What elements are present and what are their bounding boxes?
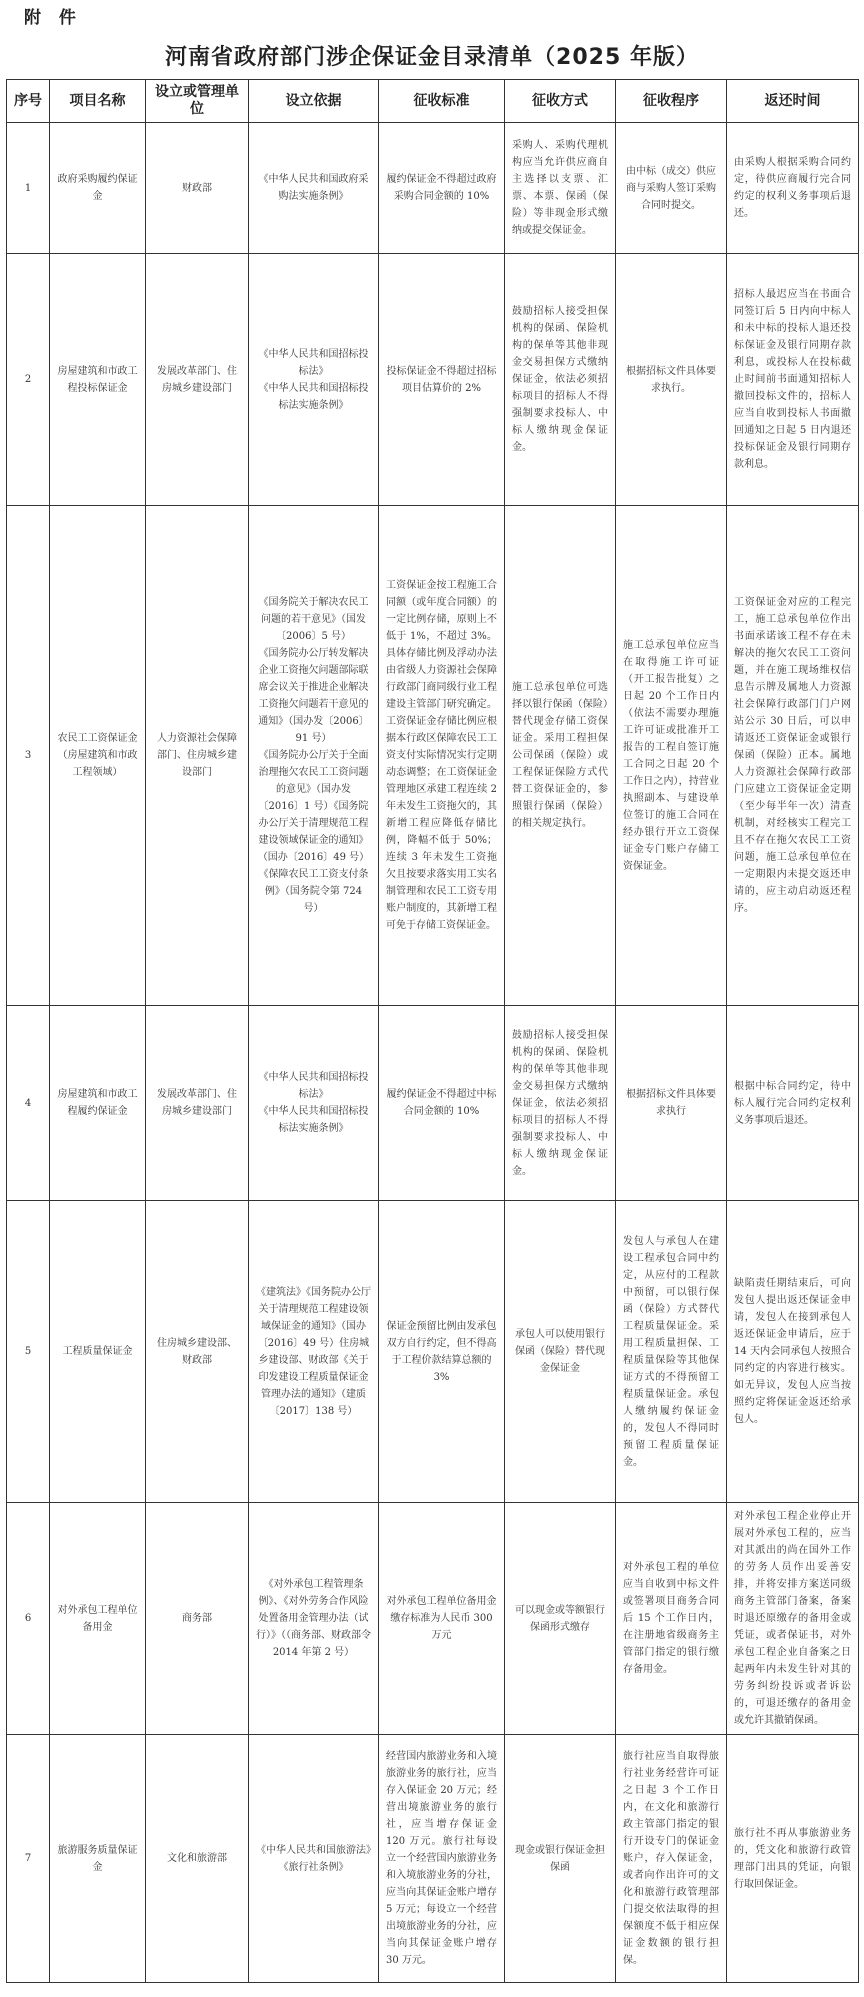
table-header-row (7, 80, 859, 123)
cell-no: 4 (7, 1006, 50, 1201)
cell-unit: 财政部 (146, 123, 249, 254)
cell-basis: 《中华人民共和国政府采购法实施条例》 (249, 123, 379, 254)
cell-standard: 工资保证金按工程施工合同额（或年度合同额）的一定比例存储，原则上不低于 1%，不超过 3%。具体存储比例及浮动办法由省级人力资源社会保障行政部门商同级行业工程建设主管部门研究确定。工资保证金存储比例应根据本行政区保障农民工工资支付实际情况实行定期动态调整；在工资保证金管理地区承建工程连续 2 年未发生工资拖欠的，其新增工程应降低存储比例，降幅不低于 50%；连续 3 年未发生工资拖欠且按要求落实用工实名制管理和农民工工资专用账户制度的，其新增工程可免于存储工资保证金。 (379, 506, 505, 1006)
table-row (7, 1735, 859, 1983)
cell-procedure: 由中标（成交）供应商与采购人签订采购合同时提交。 (616, 123, 727, 254)
cell-name: 旅游服务质量保证金 (50, 1735, 146, 1983)
cell-basis: 《中华人民共和国招标投标法》 《中华人民共和国招标投标法实施条例》 (249, 1006, 379, 1201)
header-basis: 设立依据 (249, 80, 379, 123)
cell-procedure: 旅行社应当自取得旅行社业务经营许可证之日起 3 个工作日内，在文化和旅游行政主管部门指定的银行开设专门的保证金账户，存入保证金，或者向作出许可的文化和旅游行政管理部门提交依法取得的担保额度不低于相应保证金数额的银行担保。 (616, 1735, 727, 1983)
table-row (7, 1006, 859, 1201)
cell-return: 缺陷责任期结束后，可向发包人提出返还保证金申请，发包人在接到承包人返还保证金申请后，应于 14 天内会同承包人按照合同约定的内容进行核实。如无异议，发包人应当按照约定将保证金返还给承包人。 (727, 1201, 859, 1503)
cell-name: 农民工工资保证金（房屋建筑和市政工程领域） (50, 506, 146, 1006)
cell-no: 5 (7, 1201, 50, 1503)
cell-return: 根据中标合同约定，待中标人履行完合同约定权利义务事项后退还。 (727, 1006, 859, 1201)
table-row (7, 254, 859, 506)
table-row (7, 1201, 859, 1503)
cell-return: 由采购人根据采购合同约定，待供应商履行完合同约定的权利义务事项后退还。 (727, 123, 859, 254)
cell-unit: 发展改革部门、住房城乡建设部门 (146, 1006, 249, 1201)
cell-return: 对外承包工程企业停止开展对外承包工程的，应当对其派出的尚在国外工作的劳务人员作出妥善安排，并将安排方案送同级商务主管部门备案，备案时退还原缴存的备用金或凭证，或者保证书，对外承包工程企业自备案之日起两年内未发生针对其的劳务纠纷投诉或者诉讼的，可退还缴存的备用金或允许其撤销保函。 (727, 1503, 859, 1735)
cell-procedure: 施工总承包单位应当在取得施工许可证（开工报告批复）之日起 20 个工作日内（依法不需要办理施工许可证或批准开工报告的工程自签订施工合同之日起 20 个工作日之内），持营业执照副本、与建设单位签订的施工合同在经办银行开立工资保证金专门账户存储工资保证金。 (616, 506, 727, 1006)
cell-method: 承包人可以使用银行保函（保险）替代现金保证金 (505, 1201, 616, 1503)
cell-standard: 投标保证金不得超过招标项目估算价的 2% (379, 254, 505, 506)
cell-name: 工程质量保证金 (50, 1201, 146, 1503)
cell-name: 政府采购履约保证金 (50, 123, 146, 254)
table-row (7, 1503, 859, 1735)
header-method: 征收方式 (505, 80, 616, 123)
header-unit: 设立或管理单位 (146, 80, 249, 123)
cell-unit: 商务部 (146, 1503, 249, 1735)
annex-label: 附 件 (24, 8, 82, 28)
cell-method: 采购人、采购代理机构应当允许供应商自主选择以支票、汇票、本票、保函（保险）等非现金形式缴纳或提交保证金。 (505, 123, 616, 254)
cell-procedure: 对外承包工程的单位应当自收到中标文件或签署项目商务合同后 15 个工作日内，在注册地省级商务主管部门指定的银行缴存备用金。 (616, 1503, 727, 1735)
header-standard: 征收标准 (379, 80, 505, 123)
cell-procedure: 根据招标文件具体要求执行。 (616, 254, 727, 506)
cell-name: 对外承包工程单位备用金 (50, 1503, 146, 1735)
header-procedure: 征收程序 (616, 80, 727, 123)
cell-standard: 履约保证金不得超过政府采购合同金额的 10% (379, 123, 505, 254)
cell-basis: 《中华人民共和国招标投标法》 《中华人民共和国招标投标法实施条例》 (249, 254, 379, 506)
header-return: 返还时间 (727, 80, 859, 123)
cell-no: 3 (7, 506, 50, 1006)
cell-procedure: 发包人与承包人在建设工程承包合同中约定，从应付的工程款中预留，可以银行保函（保险）方式替代工程质量保证金。采用工程质量担保、工程质量保险等其他保证方式的不得预留工程质量保证金。承包人缴纳履约保证金的，发包人不得同时预留工程质量保证金。 (616, 1201, 727, 1503)
cell-standard: 对外承包工程单位备用金缴存标准为人民币 300 万元 (379, 1503, 505, 1735)
cell-method: 鼓励招标人接受担保机构的保函、保险机构的保单等其他非现金交易担保方式缴纳保证金，依法必须招标项目的招标人不得强制要求投标人、中标人缴纳现金保证金。 (505, 1006, 616, 1201)
cell-unit: 文化和旅游部 (146, 1735, 249, 1983)
cell-no: 1 (7, 123, 50, 254)
cell-unit: 发展改革部门、住房城乡建设部门 (146, 254, 249, 506)
deposit-catalog-table (6, 79, 859, 1983)
cell-no: 7 (7, 1735, 50, 1983)
cell-basis: 《中华人民共和国旅游法》《旅行社条例》 (249, 1735, 379, 1983)
header-name: 项目名称 (50, 80, 146, 123)
cell-basis: 《建筑法》《国务院办公厅关于清理规范工程建设领域保证金的通知》（国办〔2016〕49 号）住房城乡建设部、财政部《关于印发建设工程质量保证金管理办法的通知》（建质〔2017〕138 号） (249, 1201, 379, 1503)
cell-basis: 《对外承包工程管理条例》、《对外劳务合作风险处置备用金管理办法（试行）》（（商务部、财政部令 2014 年第 2 号） (249, 1503, 379, 1735)
header-no: 序号 (7, 80, 50, 123)
cell-standard: 保证金预留比例由发承包双方自行约定，但不得高于工程价款结算总额的 3% (379, 1201, 505, 1503)
cell-standard: 履约保证金不得超过中标合同金额的 10% (379, 1006, 505, 1201)
cell-method: 施工总承包单位可选择以银行保函（保险）替代现金存储工资保证金。采用工程担保公司保函（保险）或工程保证保险方式代替工资保证金的，参照银行保函（保险）的相关规定执行。 (505, 506, 616, 1006)
cell-return: 招标人最迟应当在书面合同签订后 5 日内向中标人和未中标的投标人退还投标保证金及银行同期存款利息，或投标人在投标截止时间前书面通知招标人撤回投标文件的，招标人应当自收到投标人书面撤回通知之日起 5 日内退还投标保证金及银行同期存款利息。 (727, 254, 859, 506)
cell-return: 旅行社不再从事旅游业务的，凭文化和旅游行政管理部门出具的凭证，向银行取回保证金。 (727, 1735, 859, 1983)
page-title: 河南省政府部门涉企保证金目录清单（2025 年版） (165, 45, 699, 70)
cell-name: 房屋建筑和市政工程履约保证金 (50, 1006, 146, 1201)
cell-name: 房屋建筑和市政工程投标保证金 (50, 254, 146, 506)
cell-procedure: 根据招标文件具体要求执行 (616, 1006, 727, 1201)
cell-basis: 《国务院关于解决农民工问题的若干意见》（国发〔2006〕5 号） 《国务院办公厅转发解决企业工资拖欠问题部际联席会议关于推进企业解决工资拖欠问题若干意见的通知》（国办发〔2006〕91 号） 《国务院办公厅关于全面治理拖欠农民工工资问题的意见》（国办发〔2016〕1 号）《国务院办公厅关于清理规范工程建设领域保证金的通知》（国办〔2016〕49 号）《保障农民工工资支付条例》（国务院令第 724 号） (249, 506, 379, 1006)
cell-method: 可以现金或等额银行保函形式缴存 (505, 1503, 616, 1735)
cell-method: 鼓励招标人接受担保机构的保函、保险机构的保单等其他非现金交易担保方式缴纳保证金，依法必须招标项目的招标人不得强制要求投标人、中标人缴纳现金保证金。 (505, 254, 616, 506)
cell-standard: 经营国内旅游业务和入境旅游业务的旅行社，应当存入保证金 20 万元；经营出境旅游业务的旅行社，应当增存保证金 120 万元。旅行社每设立一个经营国内旅游业务和入境旅游业务的分社，应当向其保证金账户增存 5 万元；每设立一个经营出境旅游业务的分社，应当向其保证金账户增存 30 万元。 (379, 1735, 505, 1983)
table-row (7, 123, 859, 254)
cell-return: 工资保证金对应的工程完工，施工总承包单位作出书面承诺该工程不存在未解决的拖欠农民工工资问题，并在施工现场维权信息告示牌及属地人力资源社会保障行政部门门户网站公示 30 日后，可以申请返还工资保证金或银行保函（保险）正本。属地人力资源社会保障行政部门应建立工资保证金定期（至少每半年一次）清查机制，对经核实工程完工且不存在拖欠农民工工资问题，施工总承包单位在一定期限内未提交返还申请的，应主动启动返还程序。 (727, 506, 859, 1006)
cell-unit: 人力资源社会保障部门、住房城乡建设部门 (146, 506, 249, 1006)
cell-method: 现金或银行保证金担保函 (505, 1735, 616, 1983)
cell-unit: 住房城乡建设部、财政部 (146, 1201, 249, 1503)
cell-no: 2 (7, 254, 50, 506)
table-row (7, 506, 859, 1006)
cell-no: 6 (7, 1503, 50, 1735)
